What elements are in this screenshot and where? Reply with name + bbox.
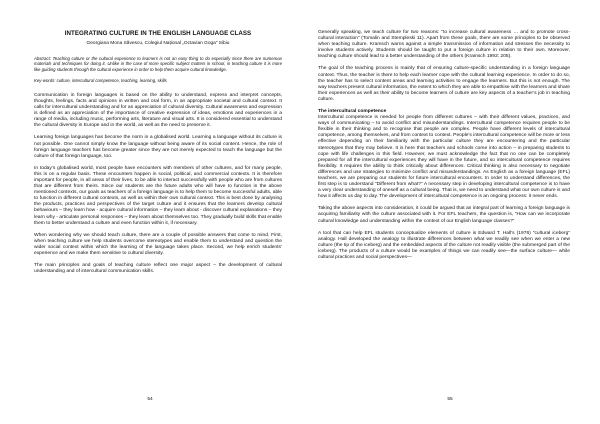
abstract: Abstract: Teaching culture or the cultural experience to learners is not an easy thing to do especially since there are numerous materials and techniques for doing it. Unlike in the case of more specific subject matters in school, in teaching culture it is more like guiding students through the cultural experience in order to help them acquire cultural knowledge. (34, 56, 282, 72)
keywords: Key-words: culture, intercultural competence, teaching, learning, skills (34, 77, 167, 83)
paragraph: Communication in foreign languages is based on the ability to understand, express and interpret concepts, thoughts, feelings, facts and opinions in written and oral form, in an appropriate societal and cultural context. It calls for intercultural understanding and for an appreciation of cultural diversity. Cultural awareness and expression is defined as an appreciation of the importance of creative expression of ideas, emotions and experiences in a range of media, including music, performing arts, literature and visual arts. It is considered essential to understand the cultural diversity in Europe and in the world, as well as the need to preserve it. (34, 92, 282, 129)
paragraph: Generally speaking, we teach culture for two reasons: “to increase cultural awareness … and to promote cross-cultural interaction” (Tomalin and Stempleski 11). Apart from these goals, there are some principles to be observed when teaching culture. Kramsch warns against a simple transmission of information and stresses the necessity to involve students actively. Students should be taught to put a foreign culture in relation to their own. Moreover, teaching culture should lead to a better understanding of the others (Kramsch 1993: 205). (318, 30, 570, 60)
paragraph: The main principles and goals of teaching culture reflect one major aspect – the development of cultural understanding and of intercultural communication skills. (34, 263, 282, 275)
page-number-right: 55 (447, 397, 453, 402)
paragraph: The goal of the teaching process is mainly that of ensuring culture-specific understanding in a foreign language context. Thus, the teacher is there to help each learner cope with the cultural learning experience. In order to do so, the teacher has to select content areas and learning activities to engage the learners. But this is not enough. The way teachers present cultural information, the extent to which they are able to empathise with the learners and share their experiences as well as their ability to become learners of culture are key aspects of a teacher’s job in teaching culture. (318, 66, 571, 102)
paragraph: A tool that can help EFL students conceptualize elements of culture is Edward T. Hall’s (1976) “cultural iceberg” analogy. Hall developed the analogy to illustrate differences between what we readily see when we enter a new culture (the tip of the iceberg) and the embedded aspects of the culture not readily visible (the submerged part of the iceberg). The products of a culture would be examples of things we can readily see—the surface culture— while cultural practices and social perspectives— (318, 230, 570, 260)
paragraph: Intercultural competence is needed for people from different cultures – with their different values, practices, and ways of communicating – to avoid conflict and misunderstandings. Intercultural competence requires people to be flexible in their thinking and to recognise that people are complex. People have different levels of intercultural competence, among themselves, and from context to context. People’s intercultural competence will be more or less effective depending on their familiarity with the particular culture they are encountering and the particular stereotypes that they may believe. It is here that teachers and schools come into action – in preparing students to cope with life challenges in this field. However, we must acknowledge the fact that no one can be completely prepared for all the intercultural experiences they will have in the future, and so intercultural competence requires flexibility. It requires the ability to think critically about differences. Critical thinking is also necessary to negotiate differences and use strategies to minimize conflict and misunderstandings. As English as a foreign language (EFL) teachers, we are preparing our students for future intercultural encounters. In order to understand differences, the first step is to understand “Different from what?” A necessary step in developing intercultural competence is to have a very clear understanding of oneself as a cultural being. That is, we need to understand what our own culture is and how it affects us day to day. The development of intercultural competence is an ongoing process: it never ends. (318, 115, 570, 200)
paragraph: When wondering why we should teach culture, there are a couple of possible answers that come to mind. First, when teaching culture we help students overcome stereotypes and enable them to understand and question the wider social context within which the learning of the language takes place. Second, we help enrich students’ experience and we make them sensitive to cultural diversity. (34, 232, 282, 257)
page-number-left: 54 (147, 397, 153, 402)
paragraph: In today’s globalised world, most people have encounters with members of other cultures, and for many people, this is on a regular basis. These encounters happen in social, political, and commercial contexts. It is therefore important for people, in all areas of their lives, to be able to interact successfully with people who are from cultures that are different from theirs. Since our students are the future adults who will have to function in the above mentioned contexts, our goals as teachers of a foreign language is to help them to become successful adults, able to function in different cultural contexts, as well as within their own cultural context. This is best done by analysing the products, practices and perspectives of the target culture and it ensures that the learners develop cultural behaviours – they learn how - acquire cultural information – they learn about - discover cultural explanations – they learn why - articulate personal responses – they learn about themselves too. They gradually build skills that enable them to better understand a culture and even function within it, if necessary. (34, 165, 282, 226)
paragraph: Taking the above aspects into consideration, it could be argued that an integral part of learning a foreign language is acquiring familiarity with the culture associated with it. For EFL teachers, the question is, “How can we incorporate cultural knowledge and understanding within the context of our English language classes?” (318, 206, 570, 224)
paragraph: Learning foreign languages has become the norm in a globalised world. Learning a language without its culture is not possible. One cannot simply know the language without being aware of its social content. Hence, the role of foreign language teachers has become greater since they are not merely expected to teach the language but the culture of that foreign language, too. (34, 135, 282, 159)
right-page (300, 0, 600, 424)
article-title: INTEGRATING CULTURE IN THE ENGLISH LANGUAGE CLASS (64, 30, 252, 37)
author-line: Georgiana Mona Săvescu, Colegiul Național „Octavian Goga” Sibiu (86, 41, 230, 46)
section-heading: The intercultural competence (318, 109, 387, 115)
